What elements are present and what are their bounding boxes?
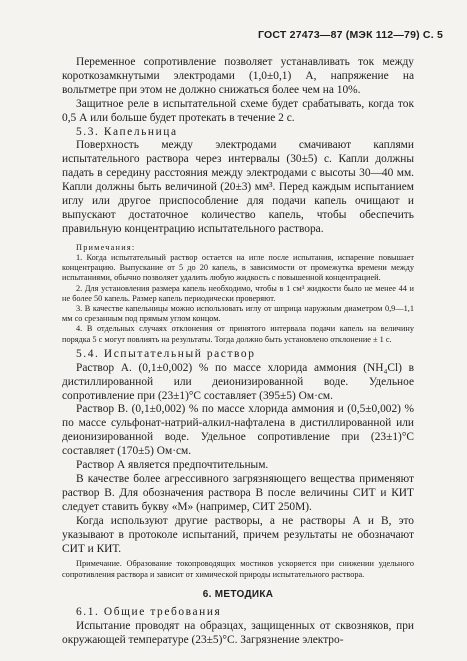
- page-content: [62, 56, 414, 648]
- notes-heading-text: Примечания:: [76, 242, 136, 252]
- page-header: ГОСТ 27473—87 (МЭК 112—79) С. 5: [258, 29, 443, 41]
- notes-heading: [62, 243, 414, 253]
- note-2: 2. Для установления размера капель необходимо, чтобы в 1 см³ жидкости было не менее 44 и не более 50 капель. Размер капель периодически проверяют.: [62, 283, 414, 303]
- note-1: 1. Когда испытательный раствор остается на игле после испытания, испарение повышает концентрацию. Выпускание от 5 до 20 капель, в зависимости от промежутка времени между испытаниями, обычно позволяет удалить любую жидкость с повышенной концентрацией.: [62, 252, 414, 283]
- paragraph-intro: Переменное сопротивление позволяет устанавливать ток между короткозамкнутыми электродами (1,0±0,1) А, напряжение на вольтметре при этом не должно снижаться более чем на 10%.: [62, 56, 414, 96]
- note-bridges: Примечание. Образование токопроводящих мостиков ускоряется при снижении удельного сопротивления раствора и зависит от химической природы испытательного раствора.: [62, 559, 414, 579]
- paragraph-other-solutions: Когда используют другие растворы, а не растворы А и В, это указывают в протоколе испытаний, причем результаты не обозначают СИТ и КИТ.: [62, 514, 414, 555]
- heading-5-3: [62, 126, 414, 140]
- paragraph-preferred: Раствор А является предпочтительным.: [76, 459, 269, 472]
- heading-5-3-text: 5.3. Капельница: [76, 125, 178, 138]
- section-6-heading: 6. МЕТОДИКА: [202, 588, 274, 600]
- note-3: 3. В качестве капельницы можно использовать иглу от шприца наружным диаметром 0,9—1,1 мм со срезанным под прямым углом концом.: [62, 304, 414, 324]
- paragraph-aggressive: В качестве более агрессивного загрязняющего вещества применяют раствор В. Для обозначения раствора В после величины СИТ и КИТ следует ставить букву «М» (например, СИТ 250М).: [62, 472, 414, 513]
- heading-5-4-text: 5.4. Испытательный раствор: [76, 347, 256, 360]
- heading-6-1-text: 6.1. Общие требования: [76, 605, 222, 618]
- heading-6-1: [62, 606, 414, 620]
- paragraph-solution-b: Раствор В. (0,1±0,002) % по массе хлорида аммония и (0,5±0,002) % по массе сульфонат-натрий-алкил-нафталена в дистиллированной или деионизированной воде. Удельное сопротивление при (23±1)°С составляет (170±5) Ом·см.: [62, 403, 414, 458]
- heading-5-4: [62, 348, 414, 362]
- paragraph-general: Испытание проводят на образцах, защищенных от сквозняков, при окружающей температуре (23±5)°С. Загрязнение электро-: [62, 619, 414, 646]
- note-4: 4. В отдельных случаях отклонения от принятого интервала подачи капель на величину порядка 5 с могут повлиять на результаты. Тогда должно быть установлено отклонение ± 1 с.: [62, 324, 414, 344]
- paragraph-drops: Поверхность между электродами смачивают каплями испытательного раствора через интервалы (30±5) с. Капли должны падать в середину расстояния между электродами с высоты 30—40 мм. Капли должны быть величиной (20±3) мм³. Перед каждым испытанием иглу или другое приспособление для подачи капель очищают и выпускают достаточное количество капель, чтобы обеспечить правильную концентрацию испытательного раствора.: [62, 139, 414, 235]
- paragraph-solution-a: Раствор А. (0,1±0,002) % по массе хлорида аммония (NH₄Cl) в дистиллированной или деионизированной воде. Удельное сопротивление при (23±1)°С составляет (395±5) Ом·см.: [62, 361, 414, 402]
- paragraph-relay: Защитное реле в испытательной схеме будет срабатывать, когда ток 0,5 А или больше будет протекать в течение 2 с.: [62, 97, 414, 124]
